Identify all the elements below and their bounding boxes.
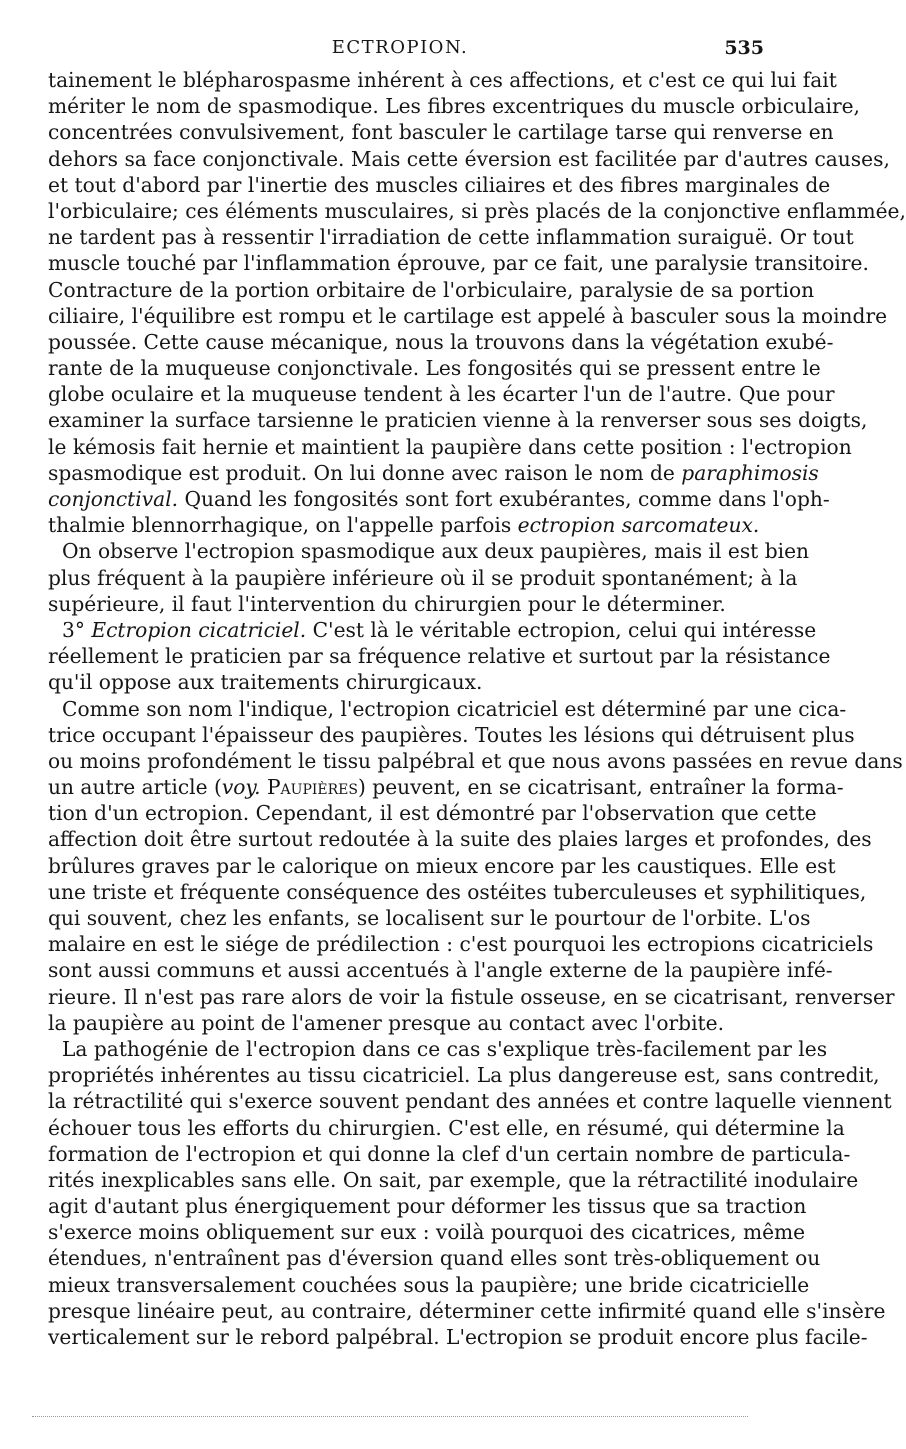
line-text: concentrées convulsivement, font basculer le cartilage tarse qui renverse en [48,120,834,145]
line-text: ne tardent pas à ressentir l'irradiation de cette inflammation suraiguë. Or tout [48,225,854,250]
line-text: la rétractilité qui s'exerce souvent pendant des années et contre laquelle viennent [48,1089,892,1114]
line-text: une triste et fréquente conséquence des ostéites tuberculeuses et syphilitiques, [48,879,867,904]
text-line [48,669,766,695]
line-text: mériter le nom de spasmodique. Les fibres excentriques du muscle orbiculaire, [48,94,860,119]
line-text: tion d'un ectropion. Cependant, il est démontré par l'observation que cette [48,801,817,826]
text-line [48,381,835,407]
text-line [48,826,872,852]
text-line [48,1062,880,1088]
line-text: rités inexplicables sans elle. On sait, par exemple, que la rétractilité inodulaire [48,1167,859,1192]
italic-term: conjonctival. [48,487,179,511]
text-line [48,250,869,276]
line-text: Quand les fongosités sont fort exubérantes, comme dans l'oph- [178,487,830,511]
line-text: trice occupant l'épaisseur des paupières. Toutes les lésions qui détruisent plus [48,722,855,747]
footer-rule [32,1416,748,1418]
line-text: 3° [62,617,92,642]
text-line [48,722,855,748]
line-text: brûlures graves par le calorique on mieux encore par les caustiques. Elle est [48,853,836,878]
line-text: thalmie blennorrhagique, on l'appelle parfois [48,513,518,538]
text-line [48,696,847,722]
text-line [48,355,821,381]
text-line [48,748,903,774]
line-text: supérieure, il faut l'intervention du chirurgien pour le déterminer. [48,591,726,616]
text-line [48,1324,868,1350]
page-header [0,33,800,63]
italic-term: Ectropion cicatriciel. [91,617,307,642]
line-text: l'orbiculaire; ces éléments musculaires, si près placés de la conjonctive enflammée, [48,198,906,223]
text-line [48,119,834,145]
text-line [48,486,830,512]
text-line [48,853,836,879]
line-text: Comme son nom l'indique, l'ectropion cicatriciel est déterminé par une cica- [62,696,847,721]
text-line [48,591,766,617]
text-line [48,1219,806,1245]
line-text: le kémosis fait hernie et maintient la paupière dans cette position : l'ectropion [48,434,852,459]
text-line [48,172,831,198]
line-text: agit d'autant plus énergiquement pour déformer les tissus que sa traction [48,1194,807,1219]
line-text: un autre article ( [48,775,222,800]
line-text: plus fréquent à la paupière inférieure où il se produit spontanément; à la [48,565,798,590]
italic-term: ectropion sarcomateux. [517,513,760,538]
line-text: tainement le blépharospasme inhérent à ces affections, et c'est ce qui lui fait [48,68,837,92]
line-text: rante de la muqueuse conjonctivale. Les fongosités qui se pressent entre le [48,356,821,381]
text-line [48,93,860,119]
text-line [48,277,815,303]
text-line [48,460,819,486]
line-text: C'est là le véritable ectropion, celui qui intéresse [306,617,817,642]
small-caps-term: Paupières [266,775,358,800]
text-line [48,407,868,433]
line-text: formation de l'ectropion et qui donne la clef d'un certain nombre de particula- [48,1141,851,1166]
line-text: ) peuvent, en se cicatrisant, entraîner la forma- [357,775,844,800]
text-line [48,512,766,538]
text-line [48,1141,851,1167]
text-line [48,1272,810,1298]
italic-term: paraphimosis [681,460,819,485]
line-text: affection doit être surtout redoutée à la suite des plaies larges et profondes, des [48,827,872,852]
line-text: globe oculaire et la muqueuse tendent à les écarter l'un de l'autre. Que pour [48,382,835,407]
line-text: verticalement sur le rebord palpébral. L'ectropion se produit encore plus facile- [48,1325,868,1349]
line-text: propriétés inhérentes au tissu cicatriciel. La plus dangereuse est, sans contredit, [48,1063,880,1088]
text-line [48,224,854,250]
text-line [48,905,811,931]
italic-term: voy. [221,775,261,800]
text-line [48,1245,821,1271]
line-text: qui souvent, chez les enfants, se localisent sur le pourtour de l'orbite. L'os [48,906,811,930]
line-text: réellement le praticien par sa fréquence relative et surtout par la résistance [48,644,831,669]
line-text: presque linéaire peut, au contraire, déterminer cette infirmité quand elle s'insère [48,1298,886,1323]
line-text: muscle touché par l'inflammation éprouve, par ce fait, une paralysie transitoire. [48,251,869,276]
text-line [48,879,867,905]
text-line [48,957,833,983]
text-line [48,1010,766,1036]
text-line [48,774,844,800]
line-text: poussée. Cette cause mécanique, nous la trouvons dans la végétation exubé- [48,329,834,354]
page-number: 535 [724,37,764,59]
text-line [48,146,890,172]
line-text: malaire en est le siége de prédilection : c'est pourquoi les ectropions cicatriciels [48,932,874,957]
text-line [48,643,831,669]
text-line [48,198,906,224]
text-line [48,931,874,957]
text-line [48,538,810,564]
text-line [48,565,798,591]
line-text: étendues, n'entraînent pas d'éversion quand elles sont très-obliquement ou [48,1246,821,1271]
line-text: dehors sa face conjonctivale. Mais cette éversion est facilitée par d'autres causes, [48,146,890,171]
text-line [48,984,895,1010]
text-line [48,1088,892,1114]
running-head: ECTROPION. [331,37,469,58]
text-line [48,617,817,643]
text-line [48,329,834,355]
text-line [48,800,817,826]
text-line [48,67,837,93]
line-text: examiner la surface tarsienne le praticien vienne à la renverser sous ses doigts, [48,408,868,433]
line-text: spasmodique est produit. On lui donne avec raison le nom de [48,460,682,485]
line-text: mieux transversalement couchées sous la paupière; une bride cicatricielle [48,1272,810,1297]
line-text: ou moins profondément le tissu palpébral et que nous avons passées en revue dans [48,748,903,773]
line-text: ciliaire, l'équilibre est rompu et le cartilage est appelé à basculer sous la moindre [48,303,888,328]
line-text: rieure. Il n'est pas rare alors de voir la fistule osseuse, en se cicatrisant, renverser [48,984,895,1009]
text-line [48,434,852,460]
body-text [48,67,906,1350]
line-text: échouer tous les efforts du chirurgien. C'est elle, en résumé, qui détermine la [48,1115,845,1140]
line-text: s'exerce moins obliquement sur eux : voilà pourquoi des cicatrices, même [48,1220,806,1245]
line-text: qu'il oppose aux traitements chirurgicaux. [48,670,483,695]
line-text: la paupière au point de l'amener presque au contact avec l'orbite. [48,1010,725,1035]
line-text: et tout d'abord par l'inertie des muscles ciliaires et des fibres marginales de [48,172,831,197]
text-line [48,1115,845,1141]
line-text: Contracture de la portion orbitaire de l'orbiculaire, paralysie de sa portion [48,277,815,302]
text-line [48,1193,807,1219]
line-text: La pathogénie de l'ectropion dans ce cas s'explique très-facilement par les [62,1036,828,1061]
text-line [48,1036,828,1062]
text-line [48,303,888,329]
text-line [48,1167,859,1193]
text-line [48,1298,886,1324]
line-text: On observe l'ectropion spasmodique aux deux paupières, mais il est bien [62,539,810,564]
line-text: sont aussi communs et aussi accentués à l'angle externe de la paupière infé- [48,958,833,983]
